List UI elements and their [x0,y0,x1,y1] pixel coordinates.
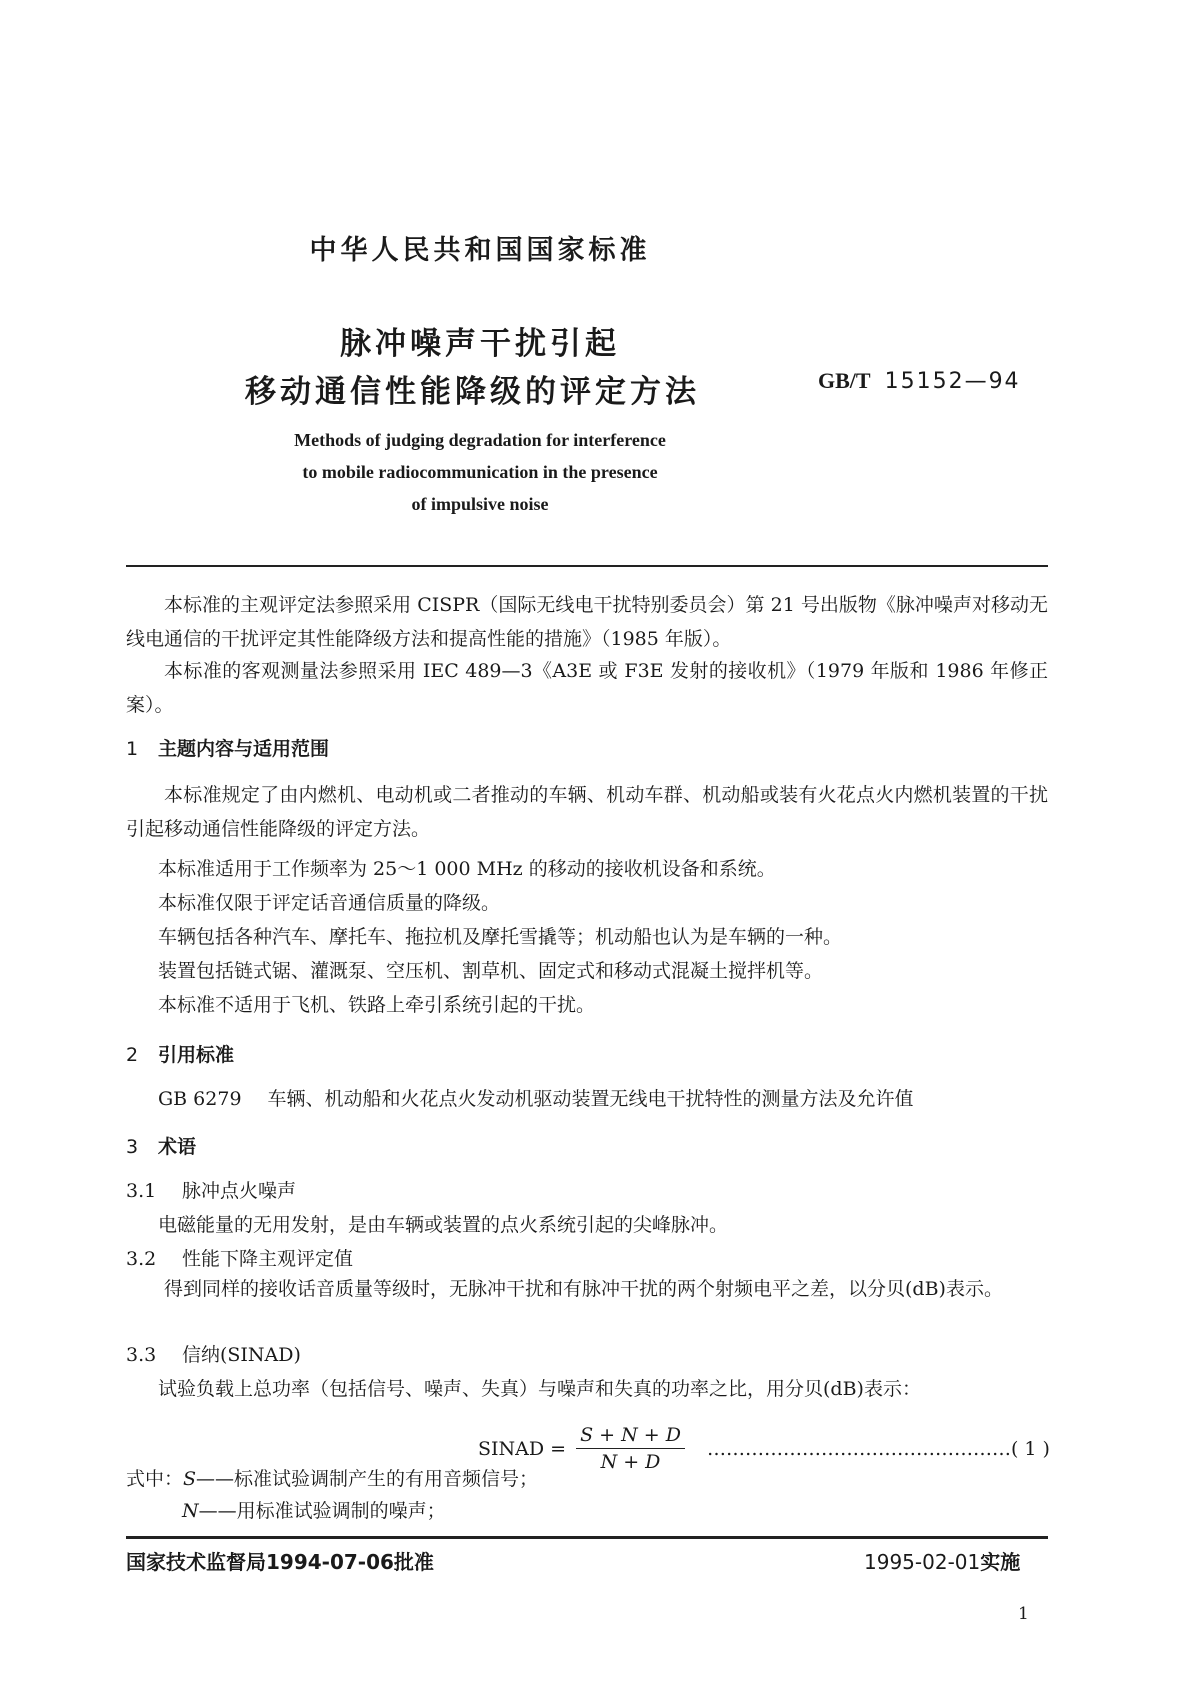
formula-numerator: S + N + D [576,1424,685,1449]
definition-s-text: ——标准试验调制产生的有用音频信号； [196,1468,539,1490]
section-1-line: 装置包括链式锯、灌溉泵、空压机、割草机、固定式和移动式混凝土搅拌机等。 [158,960,824,982]
subsection-3-2-text: 得到同样的接收话音质量等级时，无脉冲干扰和有脉冲干扰的两个射频电平之差，以分贝(dB)表示。 [164,1278,1003,1300]
section-1-line: 本标准适用于工作频率为 25～1 000 MHz 的移动的接收机设备和系统。 [158,858,776,880]
definition-n [182,1496,446,1523]
reference-title: 车辆、机动船和火花点火发动机驱动装置无线电干扰特性的测量方法及允许值 [267,1088,914,1110]
subsection-3-3-heading [126,1340,301,1367]
subsection-3-1-heading [126,1176,296,1203]
reference-code: GB 6279 [158,1088,242,1110]
standard-code: 15152—94 [884,369,1021,394]
subsection-number: 3.3 [126,1344,157,1366]
subsection-title: 信纳(SINAD) [182,1344,301,1366]
subsection-number: 3.1 [126,1180,157,1202]
section-3-heading [126,1132,196,1159]
section-title: 主题内容与适用范围 [158,738,330,760]
equation-number: ( 1 ) [1010,1437,1050,1460]
formula-denominator: N + D [600,1451,661,1473]
formula-lhs: SINAD = [478,1437,567,1460]
subsection-3-1-text: 电磁能量的无用发射，是由车辆或装置的点火系统引起的尖峰脉冲。 [158,1214,729,1236]
english-title-line-3: of impulsive noise [411,494,549,514]
section-1-line: 本标准不适用于飞机、铁路上牵引系统引起的干扰。 [158,994,596,1016]
title-line-1: 脉冲噪声干扰引起 [340,326,620,362]
standard-number [818,368,1021,394]
formula-leader-dots: ………………………………………… [706,1437,1011,1460]
national-standard-heading: 中华人民共和国国家标准 [309,235,651,266]
subsection-3-3-text: 试验负载上总功率（包括信号、噪声、失真）与噪声和失真的功率之比，用分贝(dB)表示： [158,1378,921,1400]
standard-prefix: GB/T [818,368,871,393]
page-number: 1 [1018,1604,1029,1624]
implementation-statement [864,1546,1020,1575]
subsection-3-2-heading [126,1244,353,1271]
section-title: 术语 [158,1136,197,1158]
section-1-heading [126,734,329,761]
formula-fraction [576,1424,685,1473]
section-number: 1 [126,738,139,760]
sinad-formula [478,1424,1050,1473]
section-number: 2 [126,1044,139,1066]
definition-prefix: 式中： [126,1468,184,1490]
subsection-number: 3.2 [126,1248,157,1270]
section-number: 3 [126,1136,139,1158]
section-1-line: 车辆包括各种汽车、摩托车、拖拉机及摩托雪撬等；机动船也认为是车辆的一种。 [158,926,843,948]
definition-s [126,1464,538,1491]
footer-divider [126,1536,1048,1539]
english-title-line-2: to mobile radiocommunication in the presence [302,462,658,482]
definition-n-text: ——用标准试验调制的噪声； [198,1500,446,1522]
section-1-line: 本标准仅限于评定话音通信质量的降级。 [158,892,501,914]
subsection-title: 脉冲点火噪声 [182,1180,297,1202]
title-line-2: 移动通信性能降级的评定方法 [245,374,700,410]
english-title-line-1: Methods of judging degradation for interference [294,430,666,450]
intro-paragraph-2: 本标准的客观测量法参照采用 IEC 489—3《A3E 或 F3E 发射的接收机》（1979 年版和 1986 年修正案）。 [126,660,1048,716]
implementation-label: 实施 [980,1550,1021,1574]
symbol-s: S [183,1468,197,1490]
section-2-heading [126,1040,234,1067]
header-divider [126,565,1048,567]
reference-standard [158,1084,914,1111]
section-title: 引用标准 [158,1044,235,1066]
intro-paragraph-1: 本标准的主观评定法参照采用 CISPR（国际无线电干扰特别委员会）第 21 号出版物《脉冲噪声对移动无线电通信的干扰评定其性能降级方法和提高性能的措施》（1985 年版）。 [126,594,1048,650]
implementation-date: 1995-02-01 [864,1550,981,1574]
symbol-n: N [182,1500,199,1522]
approval-statement: 国家技术监督局1994-07-06批准 [126,1550,434,1574]
subsection-title: 性能下降主观评定值 [182,1248,354,1270]
section-1-paragraph: 本标准规定了由内燃机、电动机或二者推动的车辆、机动车群、机动船或装有火花点火内燃机装置的干扰引起移动通信性能降级的评定方法。 [126,784,1048,840]
